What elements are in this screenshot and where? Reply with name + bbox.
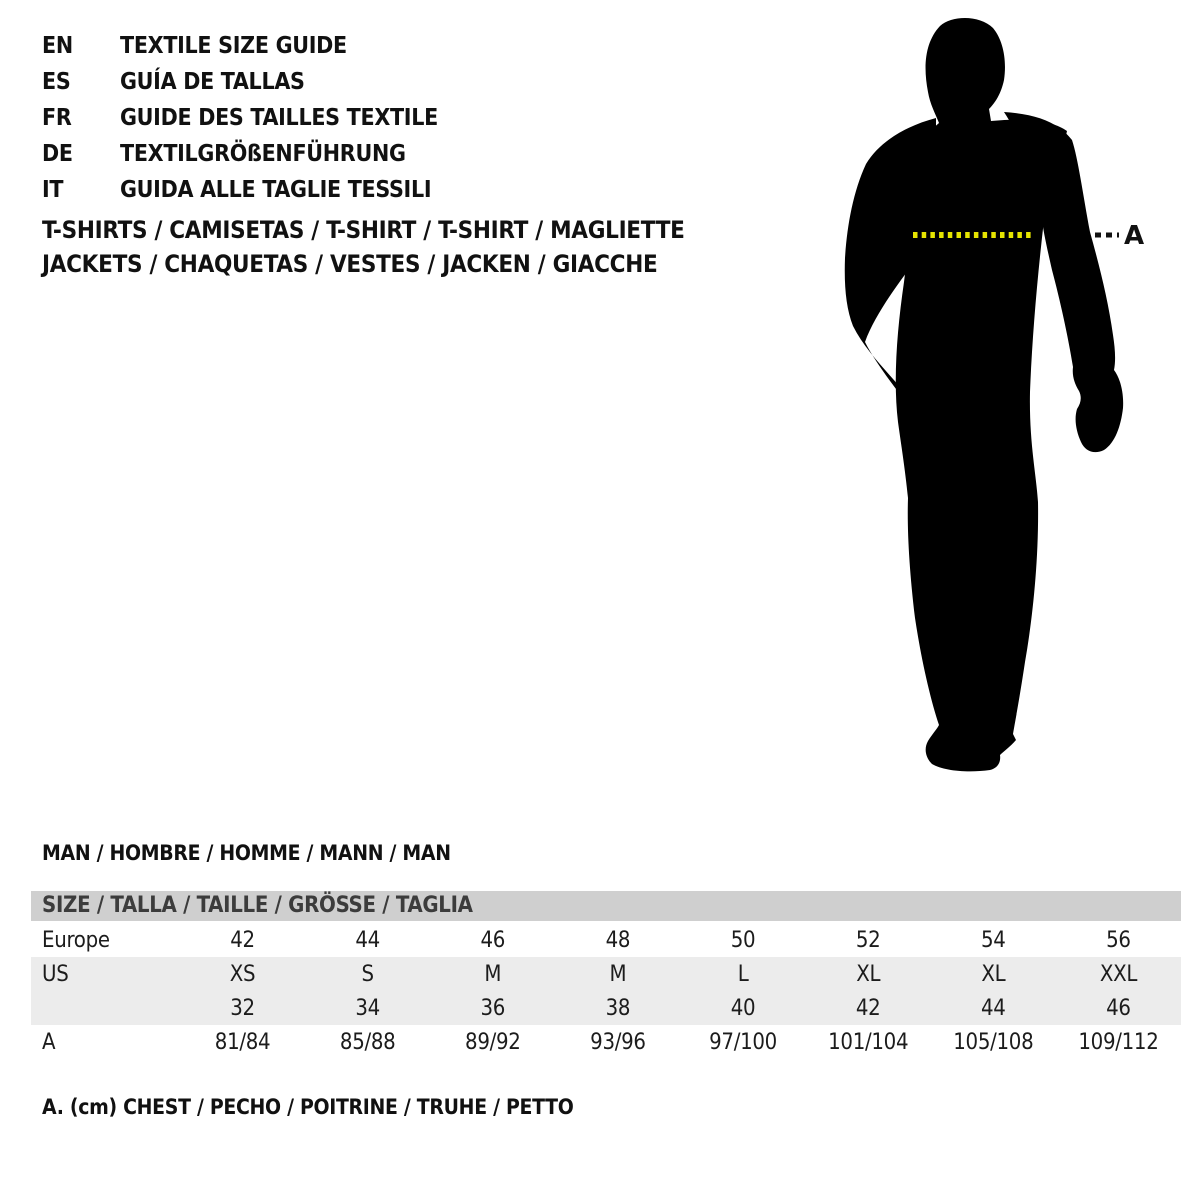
category-line-jackets: JACKETS / CHAQUETAS / VESTES / JACKEN / GIACCHE	[42, 250, 658, 278]
table-row-us	[31, 957, 1181, 991]
table-row-europe	[31, 923, 1181, 957]
table-cell: 50	[730, 927, 756, 953]
language-row-es	[42, 64, 438, 100]
row-label-us: US	[42, 961, 69, 987]
table-cell: 44	[981, 995, 1006, 1021]
table-cell: 89/92	[465, 1029, 521, 1055]
table-cell: S	[361, 961, 374, 987]
table-cell: 93/96	[590, 1029, 646, 1055]
section-title-man: MAN / HOMBRE / HOMME / MANN / MAN	[42, 841, 451, 865]
row-label-blank	[31, 991, 180, 1025]
table-cell: 81/84	[214, 1029, 271, 1055]
table-cell: L	[737, 961, 749, 987]
language-row-de	[42, 136, 438, 172]
language-code-es: ES	[42, 69, 71, 95]
table-cell: M	[609, 961, 627, 987]
table-cell: 85/88	[339, 1029, 396, 1055]
language-guide-list	[42, 28, 438, 208]
table-cell: M	[484, 961, 502, 987]
table-cell: 46	[1106, 995, 1131, 1021]
language-title-en: TEXTILE SIZE GUIDE	[120, 33, 347, 59]
size-table	[31, 923, 1181, 1059]
row-label-europe: Europe	[42, 927, 110, 953]
table-cell: 42	[230, 927, 255, 953]
language-row-en	[42, 28, 438, 64]
table-cell: 101/104	[828, 1029, 909, 1055]
language-code-it: IT	[42, 177, 64, 203]
table-cell: 40	[730, 995, 756, 1021]
table-cell: XL	[981, 961, 1006, 987]
table-cell: 48	[605, 927, 631, 953]
row-label-a: A	[42, 1029, 56, 1055]
table-cell: 97/100	[709, 1029, 777, 1055]
table-cell: XS	[229, 961, 256, 987]
size-table-header: SIZE / TALLA / TAILLE / GRÖSSE / TAGLIA	[31, 891, 1181, 921]
table-cell: 109/112	[1078, 1029, 1159, 1055]
size-table-section	[31, 891, 1181, 1059]
language-row-fr	[42, 100, 438, 136]
language-code-fr: FR	[42, 105, 72, 131]
table-cell: 46	[480, 927, 506, 953]
table-row-uk	[31, 991, 1181, 1025]
table-row-chest	[31, 1025, 1181, 1059]
garment-categories	[42, 213, 685, 281]
man-silhouette-figure	[800, 0, 1200, 800]
table-cell: XL	[856, 961, 881, 987]
table-cell: 52	[855, 927, 881, 953]
category-line-tshirts: T-SHIRTS / CAMISETAS / T-SHIRT / T-SHIRT / MAGLIETTE	[42, 216, 685, 244]
language-title-de: TEXTILGRÖßENFÜHRUNG	[120, 141, 406, 167]
table-cell: 38	[605, 995, 631, 1021]
language-title-fr: GUIDE DES TAILLES TEXTILE	[120, 105, 438, 131]
table-cell: 105/108	[953, 1029, 1034, 1055]
table-cell: XXL	[1099, 961, 1138, 987]
table-cell: 34	[355, 995, 380, 1021]
language-title-es: GUÍA DE TALLAS	[120, 69, 305, 95]
table-cell: 56	[1106, 927, 1131, 953]
table-cell: 42	[855, 995, 881, 1021]
language-title-it: GUIDA ALLE TAGLIE TESSILI	[120, 177, 432, 203]
table-cell: 32	[230, 995, 255, 1021]
measurement-footnote: A. (cm) CHEST / PECHO / POITRINE / TRUHE / PETTO	[42, 1095, 574, 1119]
table-cell: 44	[355, 927, 380, 953]
table-cell: 36	[480, 995, 506, 1021]
table-cell: 54	[981, 927, 1006, 953]
man-silhouette-svg	[800, 0, 1200, 800]
measure-label-a: A	[1124, 221, 1145, 251]
language-code-de: DE	[42, 141, 73, 167]
language-code-en: EN	[42, 33, 73, 59]
language-row-it	[42, 172, 438, 208]
